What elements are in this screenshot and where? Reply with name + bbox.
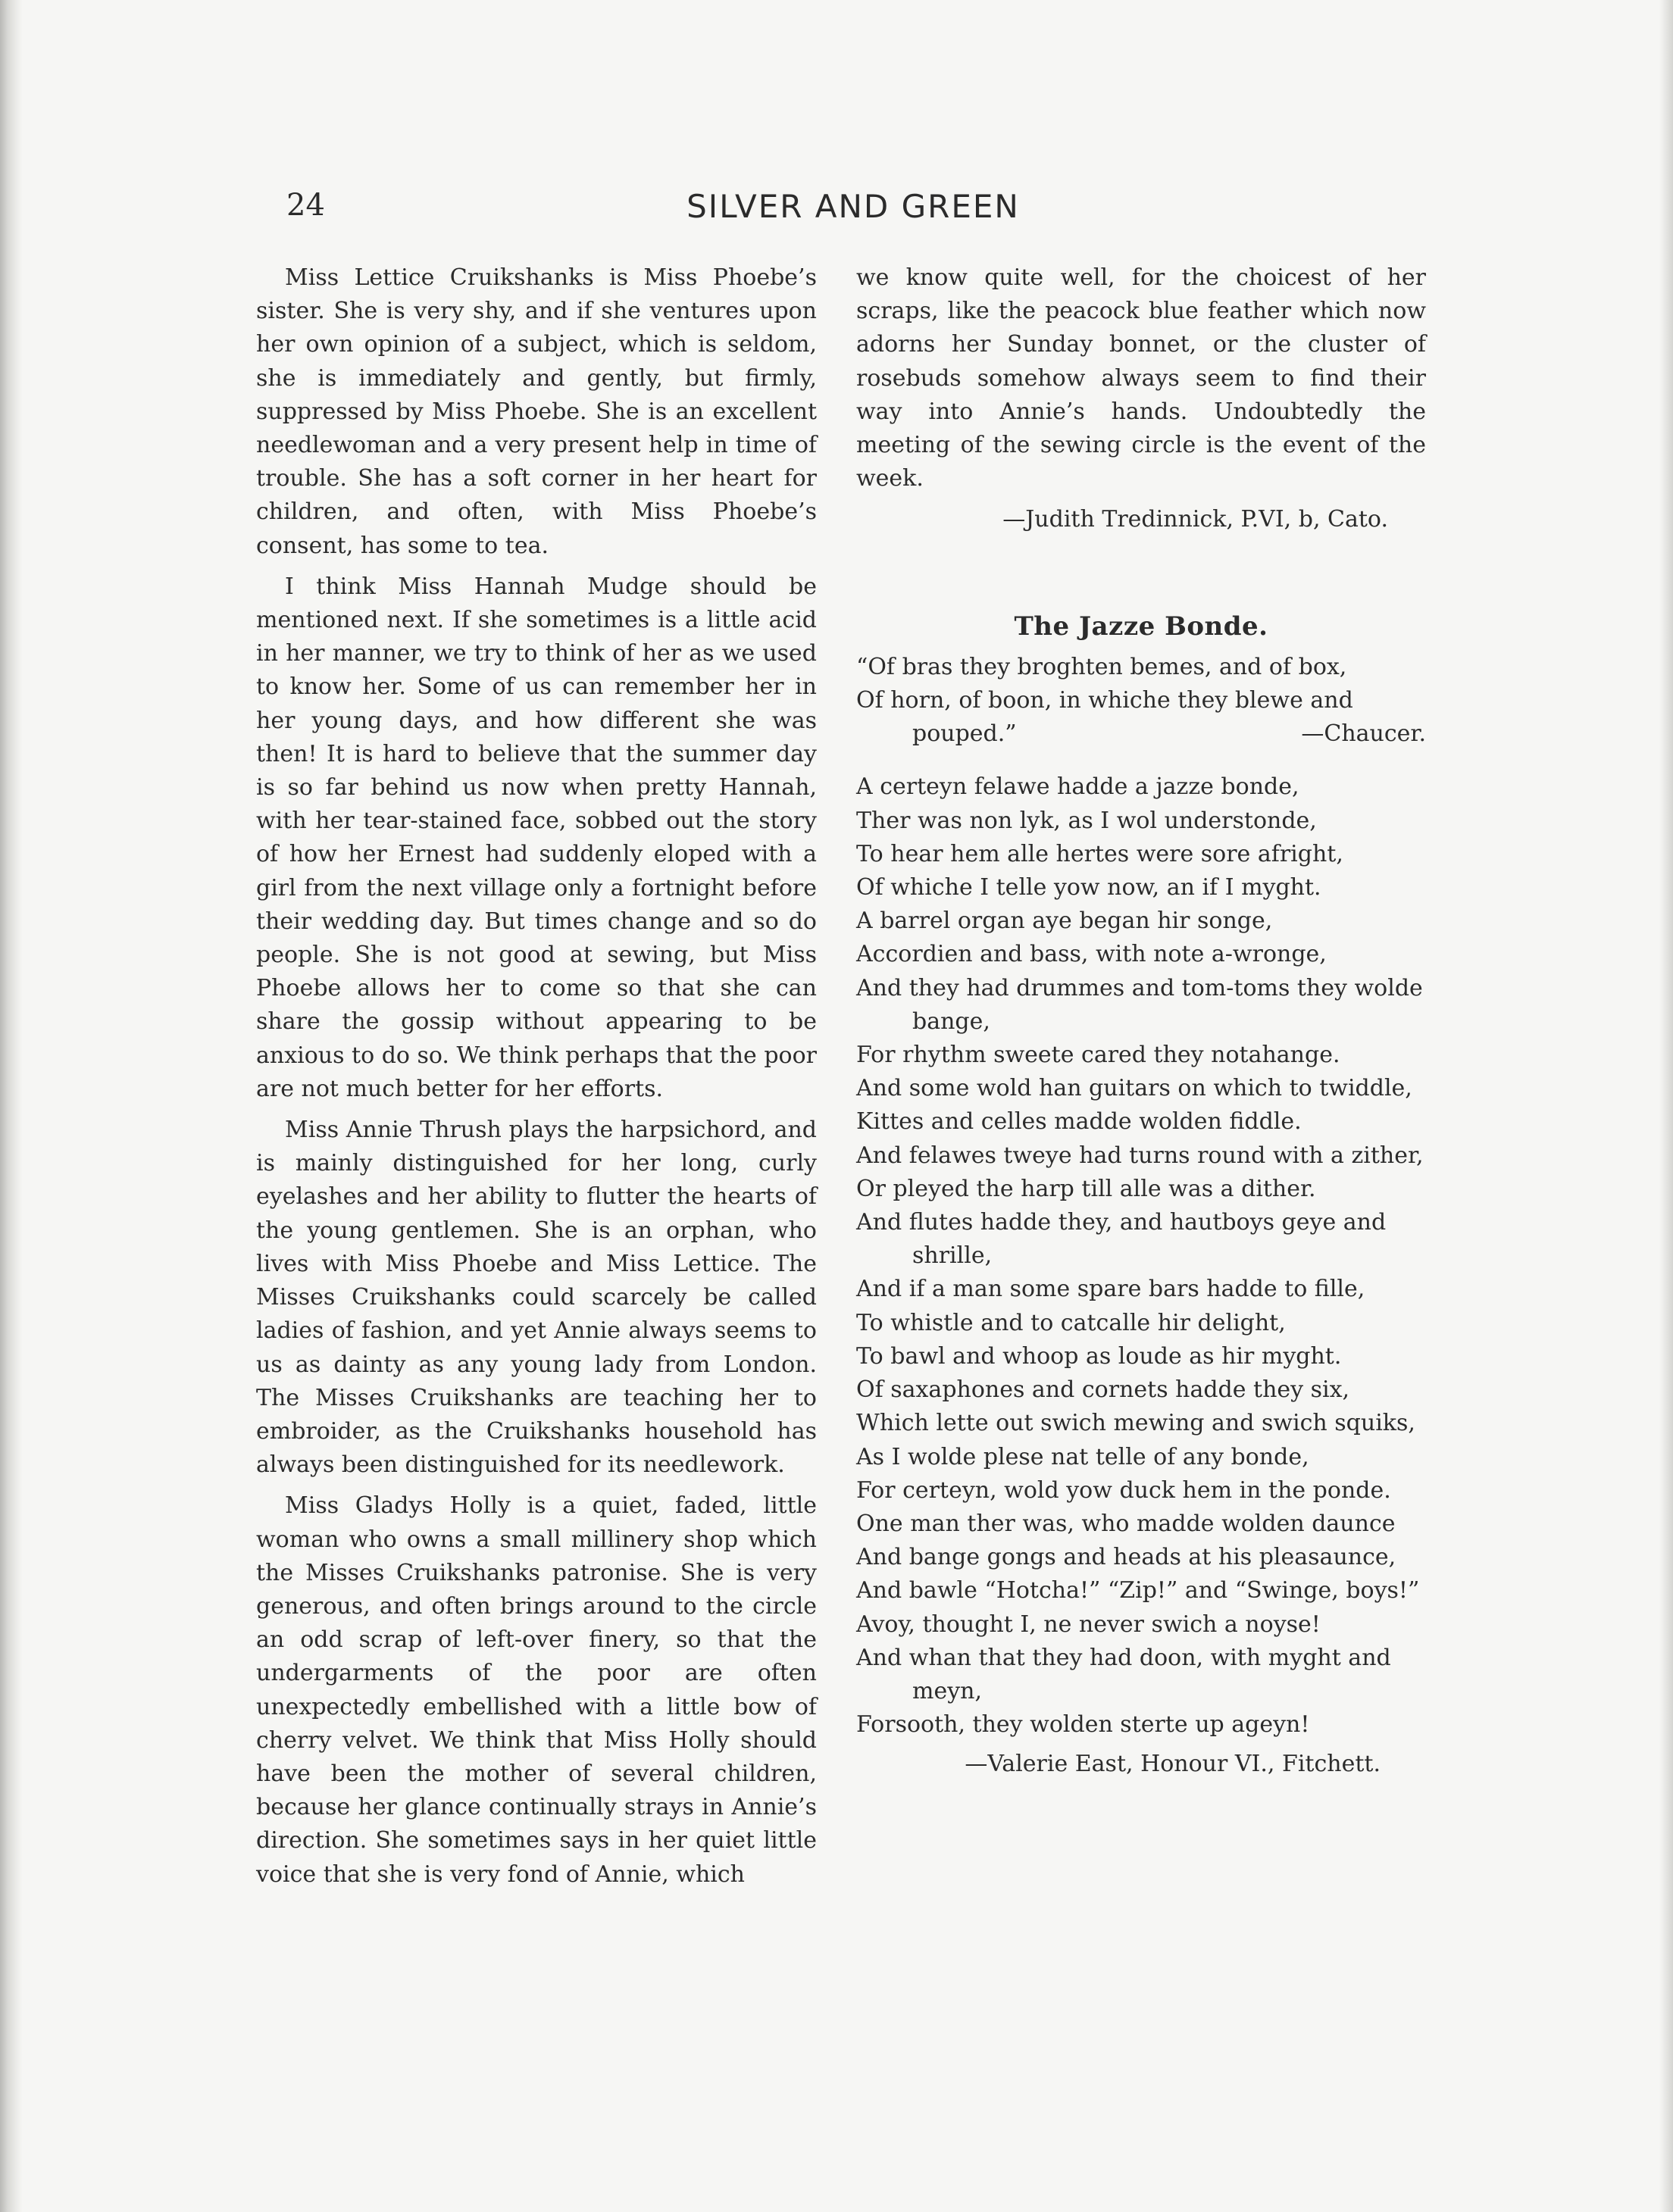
poem-body	[856, 770, 1426, 1742]
poem-line: Ther was non lyk, as I wol understonde,	[856, 807, 1317, 834]
poem-line: As I wolde plese nat telle of any bonde,	[856, 1443, 1309, 1470]
epigraph-line: pouped.”	[912, 720, 1017, 748]
poem-line: And they had drummes and tom-toms they wolde bange,	[856, 974, 1423, 1035]
poem-line: Kittes and celles madde wolden fiddle.	[856, 1108, 1302, 1136]
paragraph-lettice: Miss Lettice Cruikshanks is Miss Phoebe’s sister. She is very shy, and if she ventures upon her own opinion of a subject, which is seldom, she is immediately and gently, but firmly, suppressed by Miss Phoebe. She is an excellent needlewoman and a very present help in time of trouble. She has a soft corner in her heart for children, and often, with Miss Phoebe’s consent, has some to tea.	[256, 264, 817, 559]
page-header	[282, 188, 1424, 233]
poem-line: Forsooth, they wolden sterte up ageyn!	[856, 1711, 1310, 1739]
poem-line: A barrel organ aye began hir songe,	[856, 908, 1273, 935]
poem-line: And if a man some spare bars hadde to fille,	[856, 1276, 1365, 1303]
poem-line: And whan that they had doon, with myght and meyn,	[856, 1644, 1391, 1704]
poem-line: And flutes hadde they, and hautboys geye and shrille,	[856, 1209, 1387, 1270]
poem-line: To whistle and to catcalle hir delight,	[856, 1309, 1286, 1336]
paragraph-continuation: we know quite well, for the choicest of her scraps, like the peacock blue feather which now adorns her Sunday bonnet, or the cluster of rosebuds somehow always seem to find their way into Annie’s hands. Undoubtedly the meeting of the sewing circle is the event of the week.	[856, 264, 1426, 492]
poem-line: Accordien and bass, with note a-wronge,	[856, 941, 1327, 968]
poem-line: And felawes tweye had turns round with a zither,	[856, 1142, 1424, 1169]
poem-line: To hear hem alle hertes were sore afright,	[856, 840, 1343, 867]
epigraph-line: Of horn, of boon, in whiche they blewe and	[856, 687, 1353, 714]
paragraph-hannah: I think Miss Hannah Mudge should be mentioned next. If she sometimes is a little acid in her manner, we try to think of her as we used to know her. Some of us can remember her in her young days, and how different she was then! It is hard to believe that the summer day is so far behind us now when pretty Hannah, with her tear-stained face, sobbed out the story of how her Ernest had suddenly eloped with a girl from the next village only a fortnight before their wedding day. But times change and so do people. She is not good at sewing, but Miss Phoebe allows her to come so that she can share the gossip without appearing to be anxious to do so. We think perhaps that the poor are not much better for her efforts.	[256, 573, 818, 1102]
essay-attribution: —Judith Tredinnick, P.VI, b, Cato.	[1002, 506, 1388, 533]
page-edge-shadow	[1659, 0, 1673, 2212]
epigraph-last-line	[856, 717, 1426, 751]
poem-line: Avoy, thought I, ne never swich a noyse!	[856, 1611, 1321, 1638]
paragraph-annie: Miss Annie Thrush plays the harpsichord, and is mainly distinguished for her long, curly eyelashes and her ability to flutter the hearts of the young gentlemen. She is an orphan, who lives with Miss Phoebe and Miss Lettice. The Misses Cruikshanks could scarcely be called ladies of fashion, and yet Annie always seems to us as dainty as any young lady from London. The Misses Cruikshanks are teaching her to embroider, as the Cruikshanks household has always been distinguished for its needlework.	[256, 1117, 817, 1479]
epigraph-line: “Of bras they broghten bemes, and of box,	[856, 653, 1347, 680]
binding-shadow	[0, 0, 23, 2212]
epigraph	[856, 651, 1426, 751]
poem-line: For certeyn, wold yow duck hem in the ponde.	[856, 1476, 1391, 1504]
poem-line: To bawl and whoop as loude as hir myght.	[856, 1342, 1342, 1370]
running-title: SILVER AND GREEN	[686, 188, 1020, 225]
poem-title: The Jazze Bonde.	[1014, 611, 1268, 642]
poem-line: Of whiche I telle yow now, an if I myght.	[856, 874, 1321, 901]
paragraph-gladys: Miss Gladys Holly is a quiet, faded, little woman who owns a small millinery shop which the Misses Cruikshanks patronise. She is very generous, and often brings around to the circle an odd scrap of left-over finery, so that the undergarments of the poor are often unexpectedly embellished with a little bow of cherry velvet. We think that Miss Holly should have been the mother of several children, because her glance continually strays in Annie’s direction. She sometimes says in her quiet little voice that she is very fond of Annie, which	[256, 1492, 817, 1888]
left-column	[256, 261, 817, 1899]
poem-line: Of saxaphones and cornets hadde they six,	[856, 1376, 1350, 1404]
epigraph-author: —Chaucer.	[1301, 720, 1426, 748]
poem-line: Or pleyed the harp till alle was a dither.	[856, 1175, 1316, 1202]
poem-line: For rhythm sweete cared they notahange.	[856, 1042, 1340, 1069]
page-number: 24	[286, 188, 325, 223]
poem-line: A certeyn felawe hadde a jazze bonde,	[856, 773, 1299, 801]
poem-line: And bange gongs and heads at his pleasaunce,	[856, 1544, 1396, 1571]
right-column	[856, 261, 1426, 1782]
poem-line: And some wold han guitars on which to twiddle,	[856, 1075, 1412, 1102]
poem-line: And bawle “Hotcha!” “Zip!” and “Swinge, boys!”	[856, 1577, 1420, 1604]
poem-line: Which lette out swich mewing and swich squiks,	[856, 1410, 1415, 1437]
poem-line: One man ther was, who madde wolden daunce	[856, 1510, 1396, 1537]
poem-attribution: —Valerie East, Honour VI., Fitchett.	[965, 1751, 1381, 1778]
